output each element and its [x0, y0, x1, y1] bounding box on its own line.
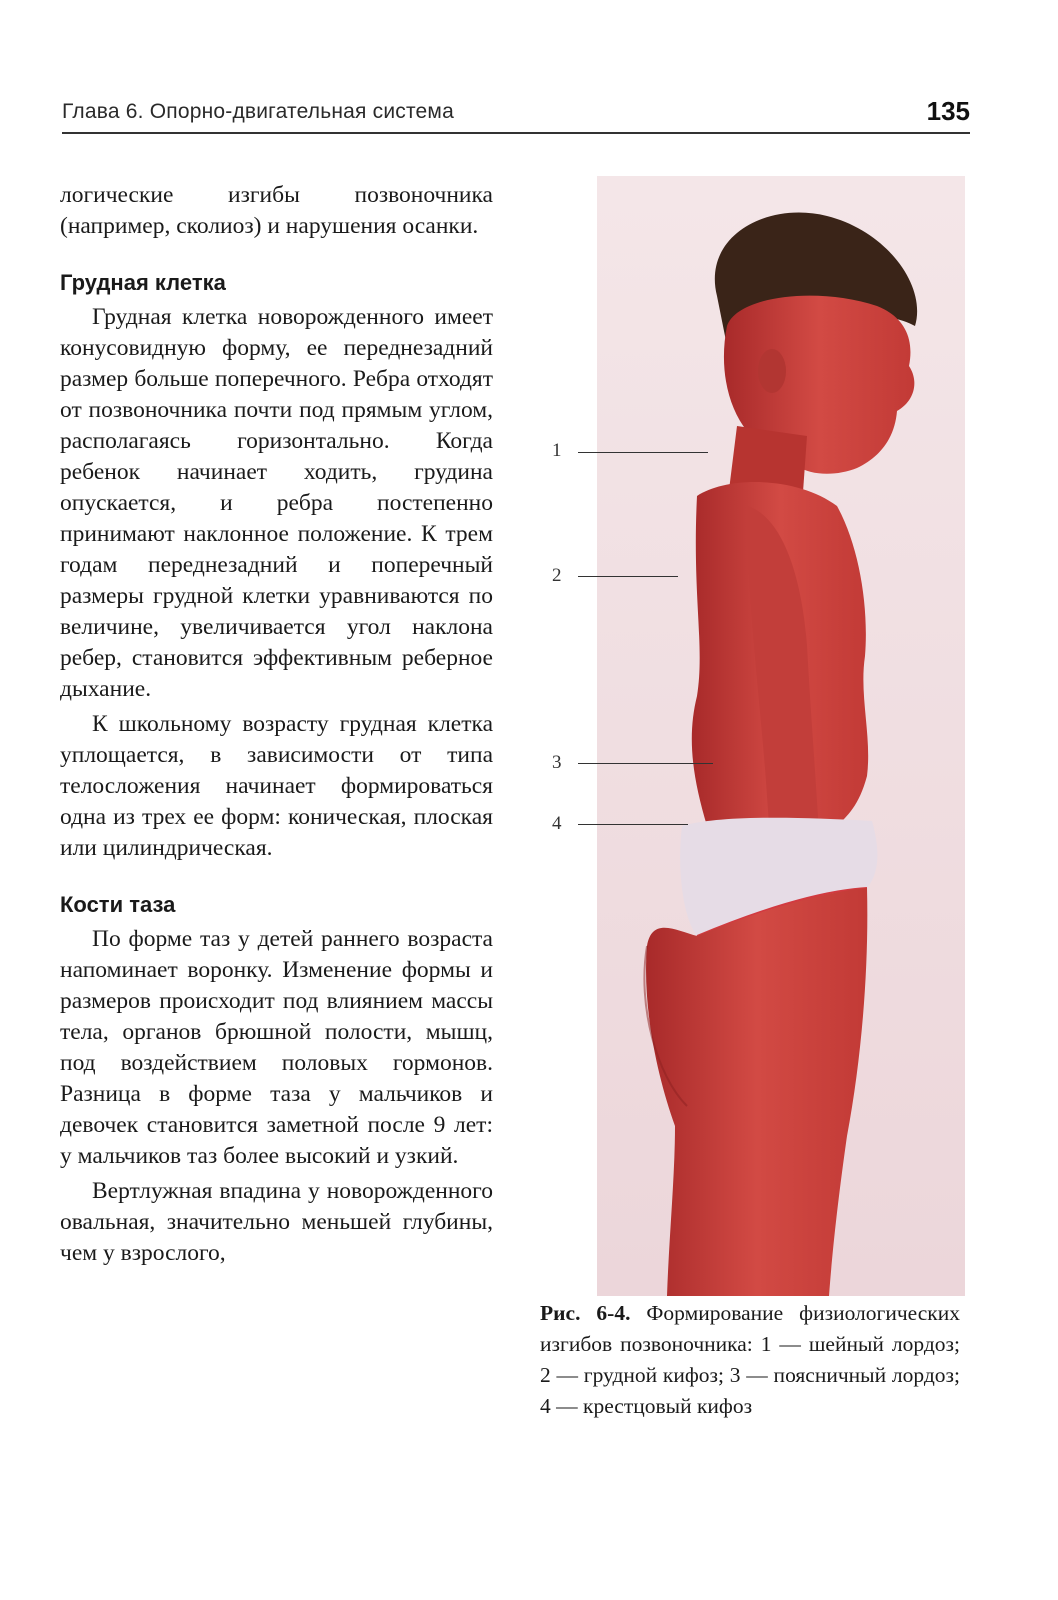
paragraph-continuation: логические изгибы позвоночника (например, сколиоз) и нарушения осанки. — [60, 182, 493, 239]
page-number: 135 — [926, 96, 970, 126]
figure-label: Рис. 6-4. — [540, 1301, 631, 1325]
paragraph-chest-1: Грудная клетка новорожденного имеет конусовидную форму, ее переднезадний размер больше поперечного. Ребра отходят от позвоночника почти под прямым углом, располагаясь горизонтально. Когда ребенок начинает ходить, грудина опускается, и ребра постепенно принимают наклонное положение. К трем годам переднезадний и поперечный размеры грудной клетки уравниваются по величине, увеличивается угол наклона ребер, становится эффективным реберное дыхание. — [60, 304, 493, 702]
main-text-column — [60, 180, 493, 1269]
callout-line-4 — [578, 824, 688, 825]
paragraph-chest-2: К школьному возрасту грудная клетка уплощается, в зависимости от типа телосложения начинает формироваться одна из трех ее форм: коническая, плоская или цилиндрическая. — [60, 711, 493, 861]
paragraph-pelvis-1: По форме таз у детей раннего возраста напоминает воронку. Изменение формы и размеров происходит под влиянием массы тела, органов брюшной полости, мышц, под воздействием половых гормонов. Разница в форме таза у мальчиков и девочек становится заметной после 9 лет: у мальчиков таз более высокий и узкий. — [60, 926, 493, 1169]
callout-line-3 — [578, 763, 713, 764]
callout-2: 2 — [552, 565, 562, 586]
chapter-title: Глава 6. Опорно-двигательная система — [62, 100, 454, 123]
section-heading-pelvis: Кости таза — [60, 892, 176, 917]
callout-1: 1 — [552, 440, 562, 461]
figure-caption-text: Формирование физиологических изгибов позвоночника: 1 — шейный лордоз; 2 — грудной кифоз; 3 — поясничный лордоз; 4 — крестцовый кифоз — [540, 1301, 960, 1418]
paragraph-pelvis-2: Вертлужная впадина у новорожденного овальная, значительно меньшей глубины, чем у взрослого, — [60, 1178, 493, 1266]
callout-line-1 — [578, 452, 708, 453]
figure-caption — [540, 1298, 960, 1422]
callout-4: 4 — [552, 813, 562, 834]
callout-3: 3 — [552, 752, 562, 773]
callout-line-2 — [578, 576, 678, 577]
section-heading-chest: Грудная клетка — [60, 270, 226, 295]
header-rule — [62, 132, 970, 134]
running-header — [62, 96, 970, 136]
figure-callouts — [540, 420, 740, 860]
